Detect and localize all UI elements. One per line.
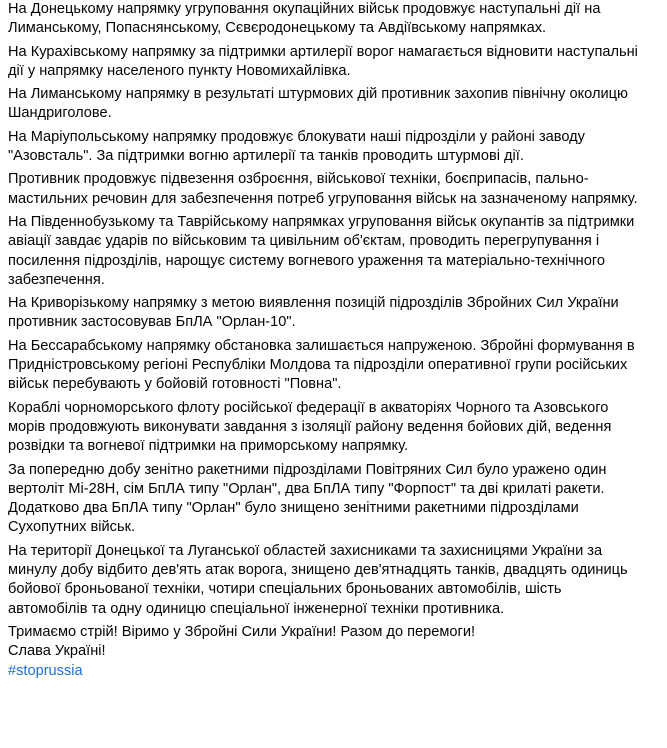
post-paragraph: На Курахівському напрямку за підтримки артилерії ворог намагається відновити наступальні дії у напрямку населеного пункту Новомихайлівка. [8, 43, 638, 79]
post-paragraph: На Криворізькому напрямку з метою виявлення позицій підрозділів Збройних Сил України противник застосовував БпЛА "Орлан-10". [8, 295, 619, 331]
closing-line: Тримаємо стрій! Віримо у Збройні Сили України! Разом до перемоги! [8, 623, 476, 640]
post-paragraph: На Бессарабському напрямку обстановка залишається напруженою. Збройні формування в Придністровському регіоні Республіки Молдова та підрозділи оперативної групи російських військ перебувають у бойовій готовності "Повна". [8, 337, 635, 393]
post-paragraph: Кораблі чорноморського флоту російської федерації в акваторіях Чорного та Азовського морів продовжують виконувати завдання з ізоляції району ведення бойових дій, ведення розвідки та вогневої підтримки на приморському напрямку. [8, 399, 612, 455]
closing-line: Слава Україні! [8, 643, 106, 660]
post-paragraph: На Донецькому напрямку угруповання окупаційних військ продовжує наступальні дії на Лиманському, Попаснянському, Сєвєродонецькому та Авдіївському напрямках. [8, 1, 601, 37]
post-paragraph: На Лиманському напрямку в результаті штурмових дій противник захопив північну околицю Шандриголове. [8, 86, 628, 122]
post-paragraph: За попередню добу зенітно ракетними підрозділами Повітряних Сил було уражено один вертоліт Мі-28Н, сім БпЛА типу "Орлан", два БпЛА типу "Форпост" та дві крилаті ракети. Додатково два БпЛА типу "Орлан" було знищено зенітними ракетними підрозділами Сухопутних військ. [8, 461, 607, 536]
post-paragraph: Противник продовжує підвезення озброєння, військової техніки, боєприпасів, пально- мастильних речовин для забезпечення потреб угруповання військ на зазначеному напрямку. [8, 171, 638, 207]
hashtag-link[interactable]: #stoprussia [8, 662, 83, 679]
post-paragraph: На Південнобузькому та Таврійському напрямках угруповання військ окупантів за підтримки авіації завдає ударів по військовим та цивільним об'єктам, проводить перегрупування і посилення підрозділів, нарощує систему вогневого ураження та матеріально-технічного забезпечення. [8, 213, 635, 288]
post-paragraph: На Маріупольському напрямку продовжує блокувати наші підрозділи у районі заводу "Азовсталь". За підтримки вогню артилерії та танків проводить штурмові дії. [8, 128, 585, 165]
post-paragraph: На території Донецької та Луганської областей захисниками та захисницями України за минулу добу відбито дев'ять атак ворога, знищено дев'ятнадцять танків, двадцять одиниць бойової броньованої техніки, чотири спеціальних броньованих автомобілів, шість автомобілів та одну одиницю спеціальної інженерної техніки противника. [8, 542, 628, 617]
